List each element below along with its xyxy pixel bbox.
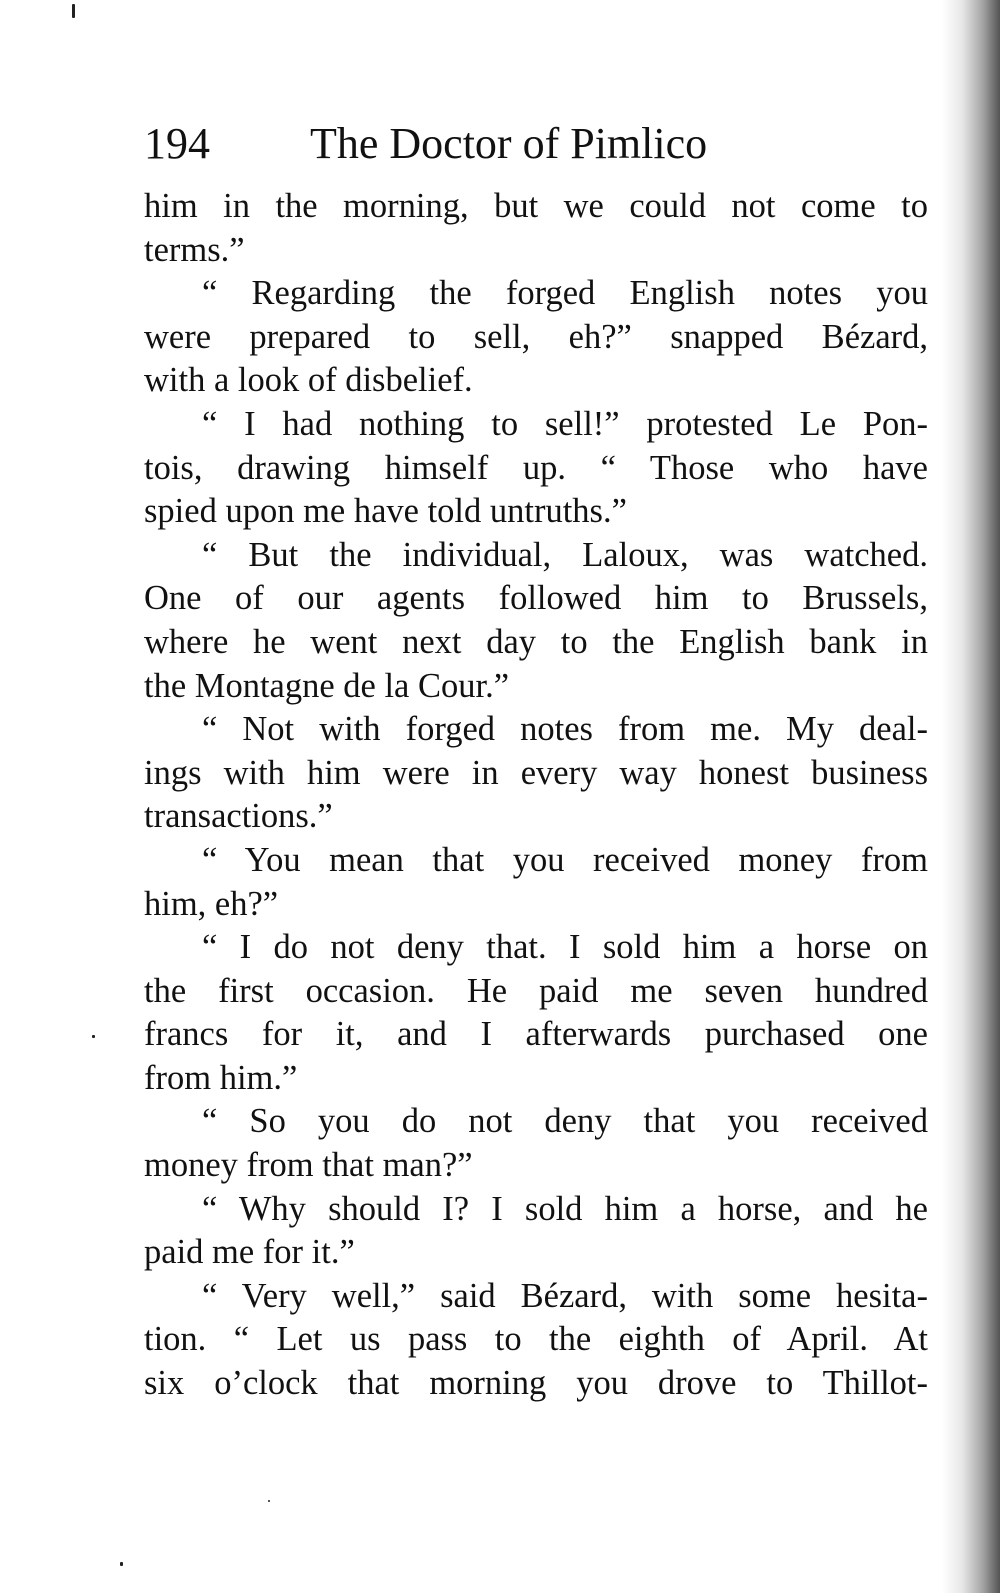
text-line: him in the morning, but we could not come to — [144, 187, 928, 225]
text-line: tion. “ Let us pass to the eighth of April. At — [144, 1320, 928, 1359]
text-line: “ Regarding the forged English notes you — [202, 274, 928, 313]
text-line: were prepared to sell, eh?” snapped Bézard, — [144, 317, 928, 356]
ink-speck — [72, 4, 75, 18]
text-line: the first occasion. He paid me seven hundred — [144, 971, 928, 1010]
ink-speck — [92, 1035, 95, 1038]
ink-speck — [120, 1562, 123, 1566]
running-title: The Doctor of Pimlico — [310, 119, 708, 168]
body-text — [144, 185, 928, 1406]
text-line: where he went next day to the English bank in — [144, 622, 928, 661]
text-line: ings with him were in every way honest business — [144, 753, 928, 792]
text-line: tois, drawing himself up. “ Those who have — [144, 448, 928, 487]
text-line: six o’clock that morning you drove to Thillot- — [144, 1364, 928, 1403]
text-line: francs for it, and I afterwards purchased one — [144, 1015, 928, 1054]
running-head — [144, 118, 784, 170]
text-line: “ You mean that you received money from — [202, 840, 928, 879]
page-number: 194 — [144, 119, 210, 168]
text-line: transactions.” — [144, 797, 333, 836]
text-line: from him.” — [144, 1058, 298, 1097]
text-line: “ Very well,” said Bézard, with some hesita- — [202, 1276, 928, 1315]
ink-speck — [268, 1500, 270, 1502]
text-line: “ Not with forged notes from me. My deal- — [202, 710, 928, 749]
text-line: paid me for it.” — [144, 1233, 355, 1272]
text-line: “ I do not deny that. I sold him a horse on — [202, 928, 928, 967]
text-line: “ I had nothing to sell!” protested Le Pon- — [202, 404, 928, 443]
text-line: “ So you do not deny that you received — [202, 1102, 928, 1141]
text-line: “ Why should I? I sold him a horse, and he — [202, 1189, 928, 1228]
text-line: One of our agents followed him to Brussels, — [144, 579, 928, 618]
text-line: terms.” — [144, 230, 245, 269]
text-line: “ But the individual, Laloux, was watched. — [202, 535, 928, 574]
text-line: money from that man?” — [144, 1146, 473, 1185]
text-line: the Montagne de la Cour.” — [144, 666, 510, 705]
page-edge-shadow — [942, 0, 1000, 1593]
text-line: him, eh?” — [144, 884, 279, 923]
text-line: with a look of disbelief. — [144, 361, 473, 400]
text-line: spied upon me have told untruths.” — [144, 492, 627, 531]
